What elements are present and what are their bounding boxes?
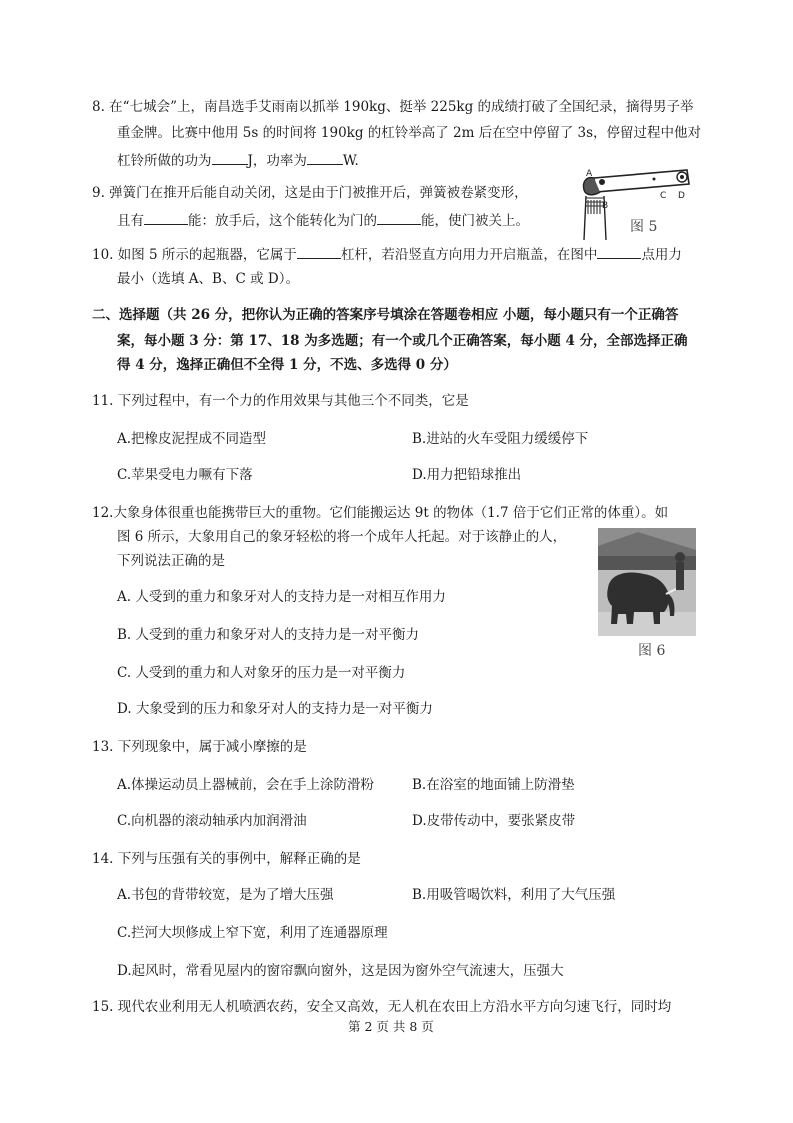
- q13-option-c: C.向机器的滚动轴承内加润滑油: [117, 813, 307, 829]
- page-footer: 第 2 页 共 8 页: [348, 1019, 434, 1034]
- q10-blank-point: [597, 244, 641, 259]
- q9-text-b: 能：放手后，这个能转化为门的: [188, 213, 377, 229]
- q10-line-1: [92, 244, 682, 264]
- q9-line-1: 9. 弹簧门在推开后能自动关闭，这是由于门被推开后，弹簧被卷紧变形，: [92, 185, 528, 201]
- fig5-label-a: A: [586, 169, 593, 179]
- q14-option-a: A.书包的背带较宽，是为了增大压强: [117, 887, 334, 903]
- q14-stem: 14. 下列与压强有关的事例中，解释正确的是: [92, 851, 361, 867]
- q12-line-3: 下列说法正确的是: [117, 553, 225, 569]
- q13-option-a: A.体操运动员上器械前，会在手上涂防滑粉: [117, 777, 375, 793]
- q9-text-c: 能，使门被关上。: [421, 213, 529, 229]
- figure-6-caption: 图 6: [638, 643, 666, 659]
- q12-option-b: B. 人受到的重力和象牙对人的支持力是一对平衡力: [117, 627, 420, 643]
- q8-text-b: J，功率为: [247, 153, 307, 169]
- section-2-heading-2: 案，每小题 3 分：第 17、18 为多选题；有一个或几个正确答案，每小题 4 分，全部选择正确: [117, 333, 688, 349]
- q13-stem: 13. 下列现象中，属于减小摩擦的是: [92, 739, 307, 755]
- section-2-heading-1: 二、选择题（共 26 分，把你认为正确的答案序号填涂在答题卷相应 小题，每小题只有一个正确答: [92, 307, 679, 323]
- q8-line-2: 重金牌。比赛中他用 5s 的时间将 190kg 的杠铃举高了 2m 后在空中停留了 3s，停留过程中他对: [117, 125, 702, 141]
- q10-text-a: 10. 如图 5 所示的起瓶器，它属于: [92, 247, 297, 263]
- fig5-label-d: D: [678, 191, 685, 201]
- q10-text-c: 点用力: [641, 247, 682, 263]
- q15-line-1: 15. 现代农业利用无人机喷洒农药，安全又高效，无人机在农田上方沿水平方向匀速飞行，同时均: [92, 999, 672, 1015]
- q11-option-c: C.苹果受电力噘有下落: [117, 467, 253, 483]
- q11-stem: 11. 下列过程中，有一个力的作用效果与其他三个不同类，它是: [92, 393, 469, 409]
- q14-option-c: C.拦河大坝修成上窄下宽，利用了连通器原理: [117, 925, 388, 941]
- q8-line-1: 8. 在“七城会”上，南昌选手艾雨南以抓举 190kg、挺举 225kg 的成绩打破了全国纪录，摘得男子举: [92, 99, 694, 115]
- q10-line-2: 最小（选填 A、B、C 或 D）。: [117, 271, 299, 287]
- q11-option-b: B.进站的火车受阻力缓缓停下: [412, 431, 589, 447]
- q11-option-d: D.用力把铅球推出: [412, 467, 522, 483]
- q14-option-b: B.用吸管喝饮料，利用了大气压强: [412, 887, 616, 903]
- section-2-heading-3: 得 4 分，逸择正确但不全得 1 分，不选、多选得 0 分）: [117, 357, 457, 373]
- q8-text-a: 杠铃所做的功为: [117, 153, 212, 169]
- q14-option-d: D.起风时，常看见屋内的窗帘飘向窗外，这是因为窗外空气流速大，压强大: [117, 963, 564, 979]
- q11-option-a: A.把橡皮泥捏成不同造型: [117, 431, 267, 447]
- q12-line-2: 图 6 所示，大象用自己的象牙轻松的将一个成年人托起。对于该静止的人，: [117, 529, 567, 545]
- q9-blank-energy-1: [144, 210, 188, 225]
- q10-blank-lever: [297, 244, 341, 259]
- q9-line-2: [117, 210, 529, 230]
- fig5-label-c: C: [660, 191, 667, 201]
- q13-option-d: D.皮带传动中，要张紧皮带: [412, 813, 576, 829]
- q9-blank-energy-2: [377, 210, 421, 225]
- q8-text-c: W.: [342, 153, 359, 169]
- q8-line-3: [117, 150, 359, 170]
- q12-option-d: D. 大象受到的压力和象牙对人的支持力是一对平衡力: [117, 701, 433, 717]
- q12-option-c: C. 人受到的重力和人对象牙的压力是一对平衡力: [117, 665, 406, 681]
- figure-5-caption: 图 5: [630, 219, 658, 235]
- q12-option-a: A. 人受到的重力和象牙对人的支持力是一对相互作用力: [117, 589, 446, 605]
- q8-blank-power: [307, 150, 343, 165]
- q8-blank-work: [212, 150, 248, 165]
- q10-text-b: 杠杆，若沿竖直方向用力开启瓶盖，在图中: [340, 247, 598, 263]
- q9-text-a: 且有: [117, 213, 144, 229]
- q13-option-b: B.在浴室的地面铺上防滑垫: [412, 777, 575, 793]
- q12-line-1: 12.大象身体很重也能携带巨大的重物。它们能搬运达 9t 的物体（1.7 倍于它们正常的体重）。如: [92, 505, 669, 521]
- elephant-photo: [598, 528, 696, 636]
- fig5-label-b: B: [602, 201, 609, 211]
